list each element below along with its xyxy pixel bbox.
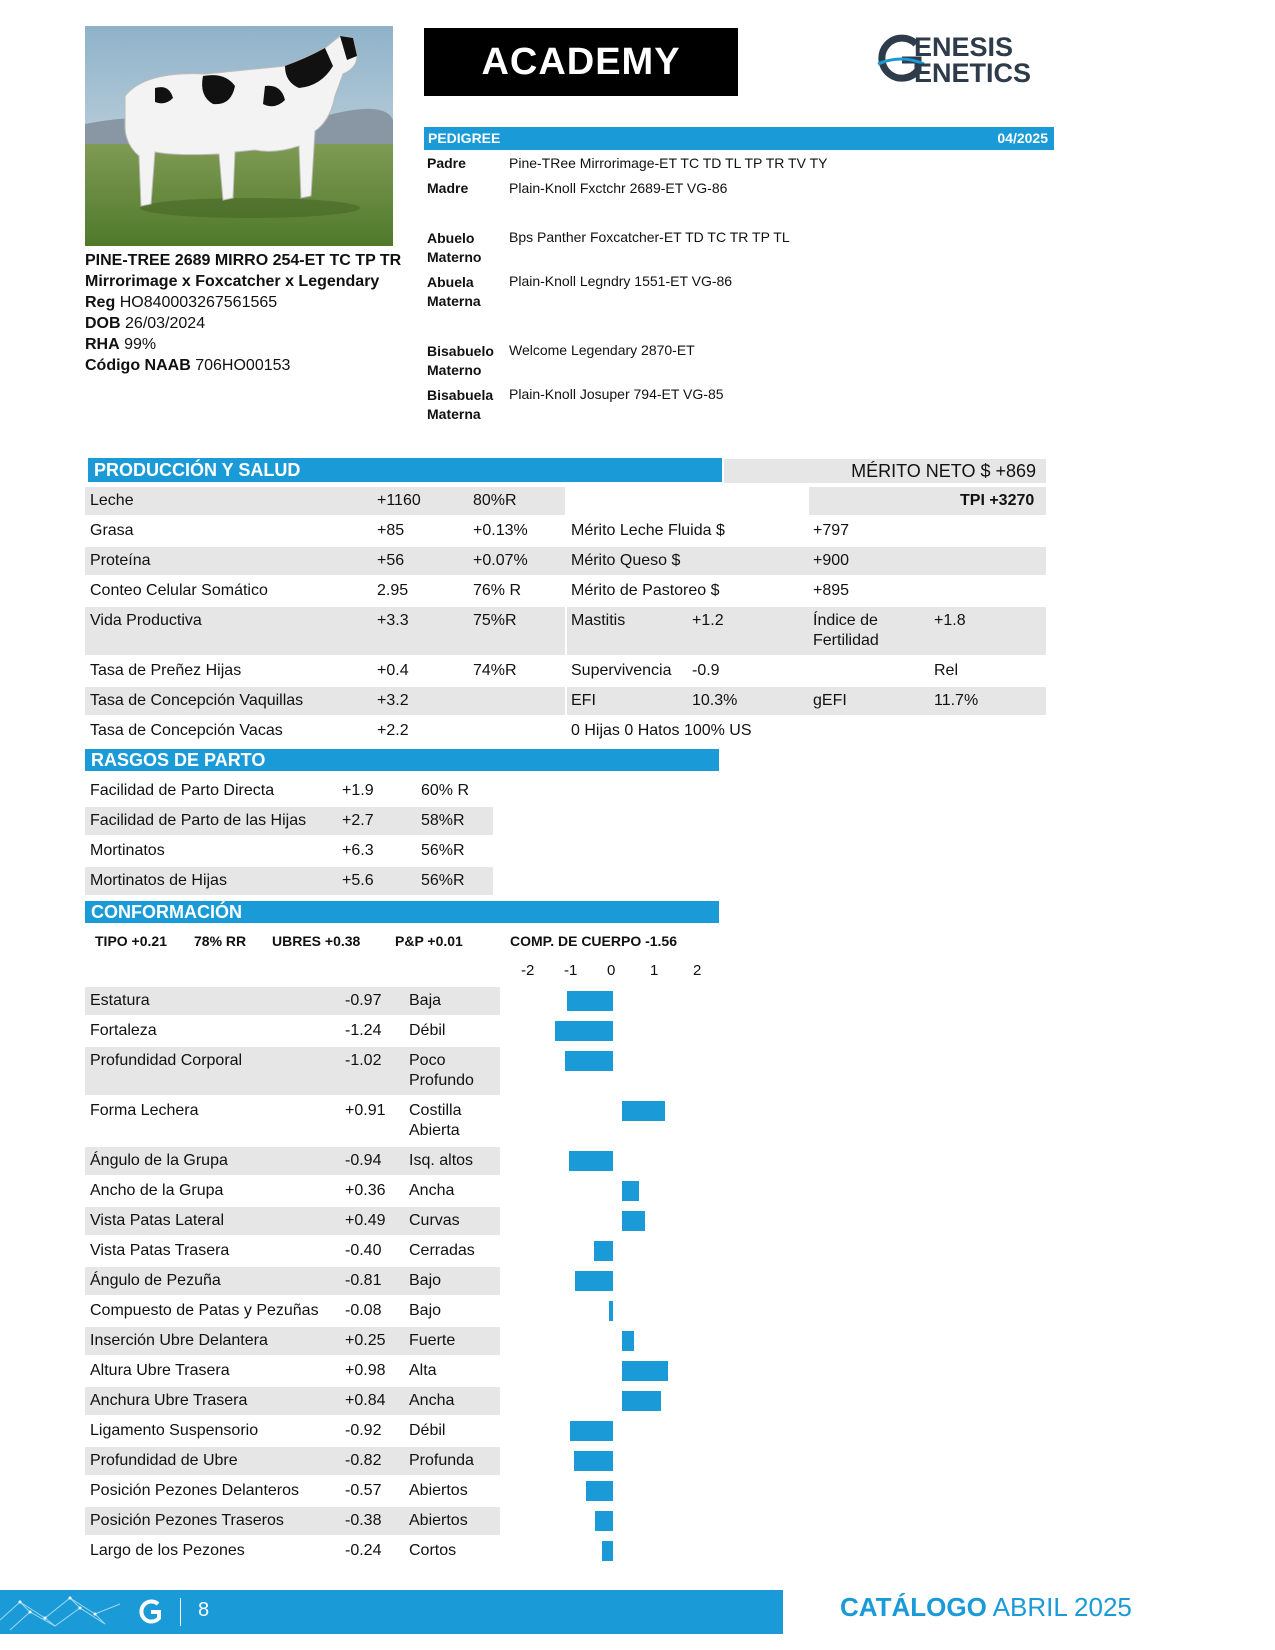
conformacion-row: [85, 1177, 500, 1205]
production-label: Grasa: [90, 522, 134, 539]
conformacion-label: Forma Lechera: [90, 1102, 199, 1119]
fertilidad-label2: Fertilidad: [813, 632, 879, 649]
conformacion-row: [85, 1507, 500, 1535]
production-label: Proteína: [90, 552, 151, 569]
conformacion-bar: [602, 1541, 613, 1561]
conformacion-desc: Cortos: [409, 1542, 457, 1559]
parto-row: [85, 867, 493, 895]
conformacion-desc: Poco Profundo: [409, 1052, 474, 1089]
logo-line2: ENETICS: [914, 58, 1032, 88]
abuela-label: Abuela Materna: [427, 274, 481, 309]
dob-value: 26/03/2024: [125, 315, 206, 332]
logo-line1: ENESIS: [914, 32, 1014, 62]
conformacion-label: Ángulo de Pezuña: [90, 1272, 221, 1289]
comp-summary: COMP. DE CUERPO -1.56: [510, 933, 678, 949]
rel-label: Rel: [934, 662, 959, 679]
bisabuelo-label: Bisabuelo Materno: [427, 343, 494, 378]
conformacion-desc: Curvas: [409, 1212, 460, 1229]
efi-label: EFI: [571, 692, 596, 709]
bull-title: ACADEMY: [424, 28, 738, 96]
bull-info: [85, 250, 425, 376]
footer-bar: [0, 1590, 783, 1634]
conformacion-label: Compuesto de Patas y Pezuñas: [90, 1302, 319, 1319]
conformacion-desc: Costilla Abierta: [409, 1102, 462, 1139]
axis-tick-label: 0: [607, 962, 616, 979]
supervivencia-label: Supervivencia: [571, 662, 672, 679]
tipo-rel: 78% RR: [194, 933, 247, 949]
mastitis-label: Mastitis: [571, 612, 626, 629]
merito-leche-label: Mérito Leche Fluida $: [571, 522, 725, 539]
conformacion-header: CONFORMACIÓN: [85, 901, 719, 923]
merito-pastoreo-label: Mérito de Pastoreo $: [571, 582, 720, 599]
page-number: 8: [198, 1599, 210, 1621]
parto-rel: 58%R: [421, 812, 465, 829]
production-label: Tasa de Preñez Hijas: [90, 662, 242, 679]
conformacion-desc: Débil: [409, 1022, 446, 1039]
supervivencia-value: -0.9: [692, 662, 720, 679]
conformacion-label: Ancho de la Grupa: [90, 1182, 224, 1199]
conformacion-desc: Abiertos: [409, 1482, 468, 1499]
conformacion-bar: [555, 1021, 613, 1041]
bisabuelo-value: Welcome Legendary 2870-ET: [509, 342, 695, 358]
padre-value: Pine-TRee Mirrorimage-ET TC TD TL TP TR TV TY: [509, 155, 828, 171]
conformacion-bar: [575, 1271, 613, 1291]
conformacion-bar: [574, 1451, 613, 1471]
production-value: +1160: [377, 492, 421, 509]
production-value: +56: [377, 552, 405, 569]
production-label: Tasa de Concepción Vaquillas: [90, 692, 304, 709]
pp-summary: P&P +0.01: [395, 933, 463, 949]
conformacion-bar: [594, 1241, 613, 1261]
tipo-summary: TIPO +0.21: [95, 933, 167, 949]
catalog-bold: CATÁLOGO: [840, 1592, 987, 1622]
production-value: +85: [377, 522, 405, 539]
parto-label: Mortinatos de Hijas: [90, 872, 227, 889]
conformacion-row: [85, 1017, 500, 1045]
rha-value: 99%: [124, 336, 157, 353]
conformacion-desc: Fuerte: [409, 1332, 456, 1349]
conformacion-value: -0.08: [345, 1302, 382, 1319]
conformacion-desc: Bajo: [409, 1302, 442, 1319]
right-bg: [567, 607, 1046, 655]
production-label: Vida Productiva: [90, 612, 202, 629]
conformacion-desc: Abiertos: [409, 1512, 468, 1529]
conformacion-row: [85, 1297, 500, 1325]
conformacion-label: Estatura: [90, 992, 150, 1009]
conformacion-desc: Profunda: [409, 1452, 474, 1469]
gefi-label: gEFI: [813, 692, 847, 709]
naab-label: Código NAAB: [85, 357, 191, 374]
conformacion-row: [85, 1237, 500, 1265]
conformacion-desc: Ancha: [409, 1182, 455, 1199]
production-rel: +0.07%: [473, 552, 528, 569]
production-value: 2.95: [377, 582, 409, 599]
production-value: +3.2: [377, 692, 409, 709]
parto-rel: 56%R: [421, 842, 465, 859]
merito-pastoreo-value: +895: [813, 582, 850, 599]
merito-neto: MÉRITO NETO $ +869: [724, 459, 1046, 483]
conformacion-bar: [569, 1151, 613, 1171]
hijas-summary: 0 Hijas 0 Hatos 100% US: [571, 722, 752, 739]
conformacion-label: Profundidad Corporal: [90, 1052, 243, 1069]
efi-value: 10.3%: [692, 692, 738, 709]
naab-value: 706HO00153: [195, 357, 291, 374]
conformacion-value: -0.97: [345, 992, 382, 1009]
conformacion-desc: Alta: [409, 1362, 437, 1379]
conformacion-value: +0.91: [345, 1102, 386, 1119]
conformacion-desc: Cerradas: [409, 1242, 475, 1259]
conformacion-value: -0.92: [345, 1422, 382, 1439]
axis-tick-label: -1: [564, 962, 578, 979]
conformacion-label: Vista Patas Trasera: [90, 1242, 230, 1259]
conformacion-desc: Débil: [409, 1422, 446, 1439]
parto-row: [85, 777, 493, 805]
production-rel: 76% R: [473, 582, 522, 599]
abuelo-label: Abuelo Materno: [427, 230, 482, 265]
conformacion-row: [85, 1267, 500, 1295]
conformacion-label: Fortaleza: [90, 1022, 157, 1039]
production-rel: 74%R: [473, 662, 517, 679]
pedigree-title: PEDIGREE: [428, 130, 501, 146]
conformacion-bar: [570, 1421, 613, 1441]
production-value: +0.4: [377, 662, 409, 679]
bisabuela-label: Bisabuela Materna: [427, 387, 494, 422]
production-rel: +0.13%: [473, 522, 528, 539]
conformacion-row: [85, 1097, 500, 1145]
gefi-value: 11.7%: [934, 692, 979, 709]
tpi: TPI +3270: [960, 492, 1035, 509]
parto-label: Facilidad de Parto de las Hijas: [90, 812, 307, 829]
conformacion-desc: Bajo: [409, 1272, 442, 1289]
bisabuela-value: Plain-Knoll Josuper 794-ET VG-85: [509, 386, 724, 402]
ubres-summary: UBRES +0.38: [272, 933, 361, 949]
conformacion-row: [85, 1477, 500, 1505]
production-value: +3.3: [377, 612, 409, 629]
production-label: Conteo Celular Somático: [90, 582, 268, 599]
conformacion-bar: [622, 1361, 668, 1381]
production-value: +2.2: [377, 722, 409, 739]
conformacion-bar: [622, 1331, 634, 1351]
conformacion-row: [85, 1147, 500, 1175]
conformacion-value: -0.40: [345, 1242, 382, 1259]
conformacion-row: [85, 1537, 500, 1565]
conformacion-row: [85, 1047, 500, 1095]
conformacion-label: Ligamento Suspensorio: [90, 1422, 259, 1439]
madre-value: Plain-Knoll Fxctchr 2689-ET VG-86: [509, 180, 728, 196]
parto-label: Mortinatos: [90, 842, 165, 859]
padre-label: Padre: [427, 155, 466, 171]
produccion-header: PRODUCCIÓN Y SALUD: [88, 458, 722, 482]
conformacion-row: [85, 1327, 500, 1355]
conformacion-row: [85, 1447, 500, 1475]
bull-name: PINE-TREE 2689 MIRRO 254-ET TC TP TR: [85, 252, 402, 269]
conformacion-label: Posición Pezones Delanteros: [90, 1482, 300, 1499]
reg-label: Reg: [85, 294, 116, 311]
conformacion-label: Vista Patas Lateral: [90, 1212, 225, 1229]
conformacion-bar: [609, 1301, 613, 1321]
bull-lineage: Mirrorimage x Foxcatcher x Legendary: [85, 273, 380, 290]
conformacion-value: +0.36: [345, 1182, 386, 1199]
conformacion-value: -0.24: [345, 1542, 382, 1559]
catalog-rest: ABRIL 2025: [992, 1592, 1132, 1622]
conformacion-bar: [586, 1481, 613, 1501]
parto-label: Facilidad de Parto Directa: [90, 782, 275, 799]
conformacion-bar: [622, 1181, 639, 1201]
bull-photo: [85, 26, 393, 246]
production-label: Tasa de Concepción Vacas: [90, 722, 283, 739]
conformacion-desc: Isq. altos: [409, 1152, 474, 1169]
conformacion-value: -1.02: [345, 1052, 382, 1069]
reg-value: HO840003267561565: [119, 294, 278, 311]
parto-value: +2.7: [342, 812, 374, 829]
parto-rel: 60% R: [421, 782, 470, 799]
conformacion-bar: [622, 1391, 661, 1411]
conformacion-label: Anchura Ubre Trasera: [90, 1392, 248, 1409]
parto-row: [85, 807, 493, 835]
production-label: Leche: [90, 492, 134, 509]
abuela-value: Plain-Knoll Legndry 1551-ET VG-86: [509, 273, 733, 289]
fertilidad-value: +1.8: [934, 612, 966, 629]
axis-tick-label: 2: [693, 962, 702, 979]
conformacion-value: +0.98: [345, 1362, 386, 1379]
parto-row: [85, 837, 493, 865]
conformacion-row: [85, 1207, 500, 1235]
conformacion-label: Ángulo de la Grupa: [90, 1152, 228, 1169]
conformacion-label: Inserción Ubre Delantera: [90, 1332, 268, 1349]
footer-divider: [180, 1598, 181, 1626]
parto-value: +5.6: [342, 872, 374, 889]
catalog-title: [840, 1592, 1132, 1623]
conformacion-value: -1.24: [345, 1022, 382, 1039]
pedigree-header: [424, 127, 1054, 150]
conformacion-value: -0.94: [345, 1152, 382, 1169]
conformacion-value: +0.49: [345, 1212, 386, 1229]
mastitis-value: +1.2: [692, 612, 724, 629]
genesis-genetics-logo: [876, 34, 1036, 86]
conformacion-value: -0.81: [345, 1272, 382, 1289]
conformacion-bar: [622, 1101, 665, 1121]
madre-label: Madre: [427, 180, 469, 196]
conformacion-desc: Baja: [409, 992, 442, 1009]
conformacion-row: [85, 987, 500, 1015]
conformacion-label: Posición Pezones Traseros: [90, 1512, 284, 1529]
parto-rel: 56%R: [421, 872, 465, 889]
production-rel: 75%R: [473, 612, 517, 629]
pedigree-date: 04/2025: [997, 130, 1048, 146]
merito-queso-value: +900: [813, 552, 850, 569]
conformacion-label: Largo de los Pezones: [90, 1542, 245, 1559]
conformacion-value: +0.25: [345, 1332, 386, 1349]
conformacion-bar: [567, 991, 613, 1011]
mid-bg: [565, 547, 567, 575]
merito-leche-value: +797: [813, 522, 850, 539]
conformacion-bar: [565, 1051, 613, 1071]
conformacion-value: -0.57: [345, 1482, 382, 1499]
conformacion-row: [85, 1357, 500, 1385]
production-rel: 80%R: [473, 492, 517, 509]
rha-label: RHA: [85, 336, 120, 353]
parto-value: +6.3: [342, 842, 374, 859]
conformacion-value: -0.82: [345, 1452, 382, 1469]
conformacion-bar: [595, 1511, 613, 1531]
dob-label: DOB: [85, 315, 121, 332]
conformacion-label: Altura Ubre Trasera: [90, 1362, 230, 1379]
conformacion-row: [85, 1387, 500, 1415]
conformacion-value: -0.38: [345, 1512, 382, 1529]
axis-tick-label: 1: [650, 962, 659, 979]
fertilidad-label1: Índice de: [813, 612, 878, 629]
conformacion-row: [85, 1417, 500, 1445]
parto-value: +1.9: [342, 782, 374, 799]
conformacion-bar: [622, 1211, 645, 1231]
parto-header: RASGOS DE PARTO: [85, 749, 719, 771]
footer-g-icon: [136, 1598, 164, 1626]
merito-queso-label: Mérito Queso $: [571, 552, 681, 569]
abuelo-value: Bps Panther Foxcatcher-ET TD TC TR TP TL: [509, 229, 790, 245]
conformacion-desc: Ancha: [409, 1392, 455, 1409]
conformacion-value: +0.84: [345, 1392, 386, 1409]
conformacion-label: Profundidad de Ubre: [90, 1452, 238, 1469]
axis-tick-label: -2: [521, 962, 535, 979]
network-decoration-icon: [0, 1590, 130, 1634]
